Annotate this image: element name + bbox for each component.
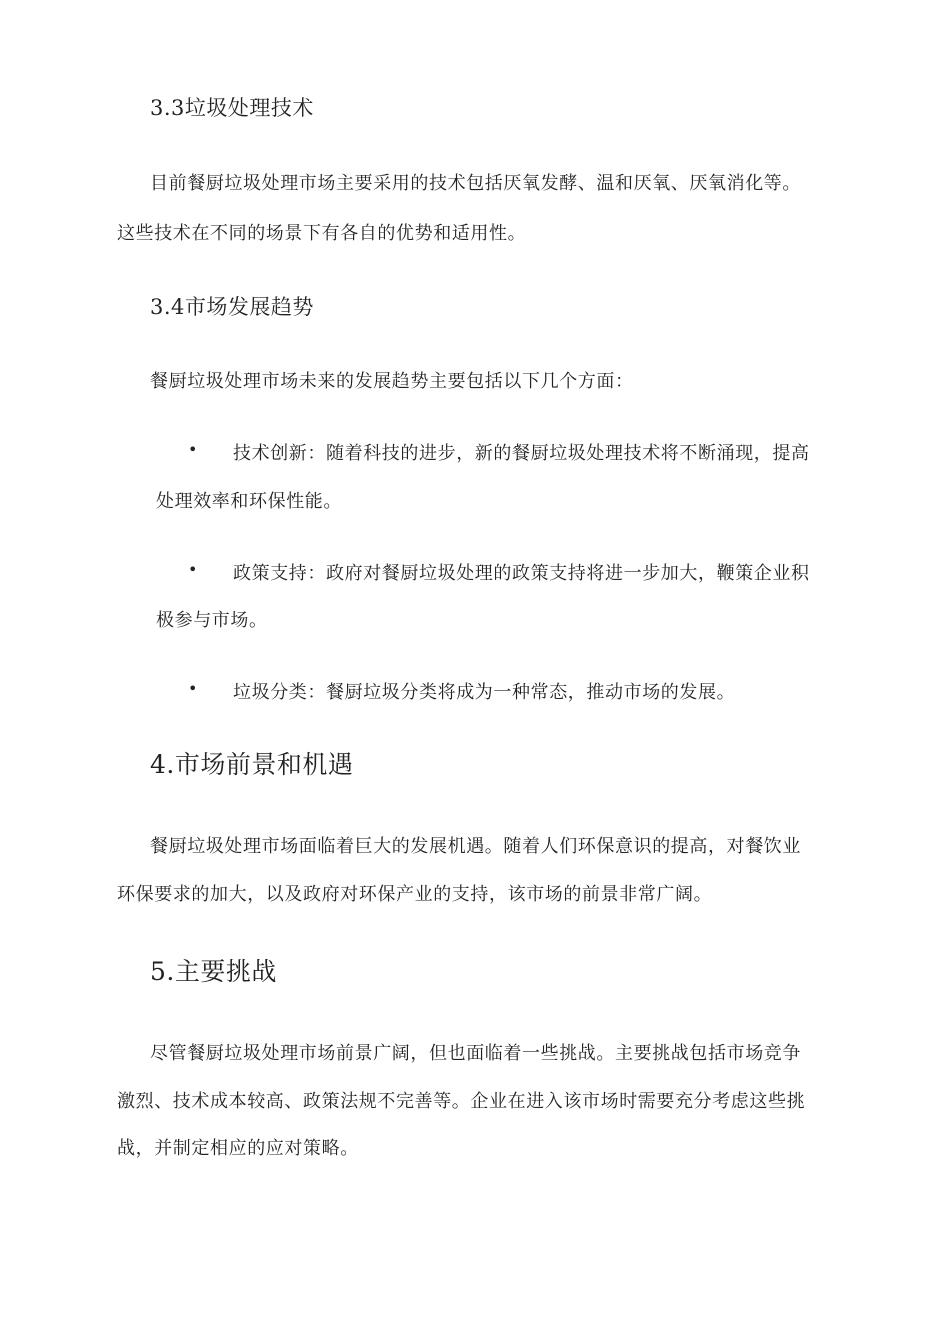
section-3-3-paragraph-line-1: 目前餐厨垃圾处理市场主要采用的技术包括厌氧发酵、温和厌氧、厌氧消化等。 bbox=[150, 173, 801, 194]
section-3-4-heading: 3.4市场发展趋势 bbox=[150, 295, 314, 319]
section-5-paragraph-line-3: 战，并制定相应的应对策略。 bbox=[117, 1138, 359, 1159]
section-3-4-intro: 餐厨垃圾处理市场未来的发展趋势主要包括以下几个方面： bbox=[150, 371, 634, 392]
section-4-paragraph-line-1: 餐厨垃圾处理市场面临着巨大的发展机遇。随着人们环保意识的提高，对餐饮业 bbox=[150, 836, 801, 857]
section-5-paragraph-line-1: 尽管餐厨垃圾处理市场前景广阔，但也面临着一些挑战。主要挑战包括市场竞争 bbox=[150, 1043, 801, 1064]
bullet-2-line-1: 政策支持：政府对餐厨垃圾处理的政策支持将进一步加大，鞭策企业积 bbox=[233, 563, 810, 584]
bullet-marker: • bbox=[188, 440, 198, 459]
bullet-1-line-2: 处理效率和环保性能。 bbox=[156, 491, 342, 512]
bullet-marker: • bbox=[188, 679, 198, 698]
section-5-paragraph-line-2: 激烈、技术成本较高、政策法规不完善等。企业在进入该市场时需要充分考虑这些挑 bbox=[117, 1091, 806, 1112]
bullet-1-line-1: 技术创新：随着科技的进步，新的餐厨垃圾处理技术将不断涌现，提高 bbox=[233, 443, 810, 464]
section-4-heading: 4.市场前景和机遇 bbox=[150, 750, 354, 779]
section-3-3-paragraph-line-2: 这些技术在不同的场景下有各自的优势和适用性。 bbox=[117, 223, 527, 244]
section-5-heading: 5.主要挑战 bbox=[150, 957, 277, 986]
bullet-3-line-1: 垃圾分类：餐厨垃圾分类将成为一种常态，推动市场的发展。 bbox=[233, 682, 736, 703]
section-4-paragraph-line-2: 环保要求的加大，以及政府对环保产业的支持，该市场的前景非常广阔。 bbox=[117, 884, 713, 905]
bullet-2-line-2: 极参与市场。 bbox=[156, 610, 268, 631]
bullet-marker: • bbox=[188, 560, 198, 579]
section-3-3-heading: 3.3垃圾处理技术 bbox=[150, 96, 314, 120]
